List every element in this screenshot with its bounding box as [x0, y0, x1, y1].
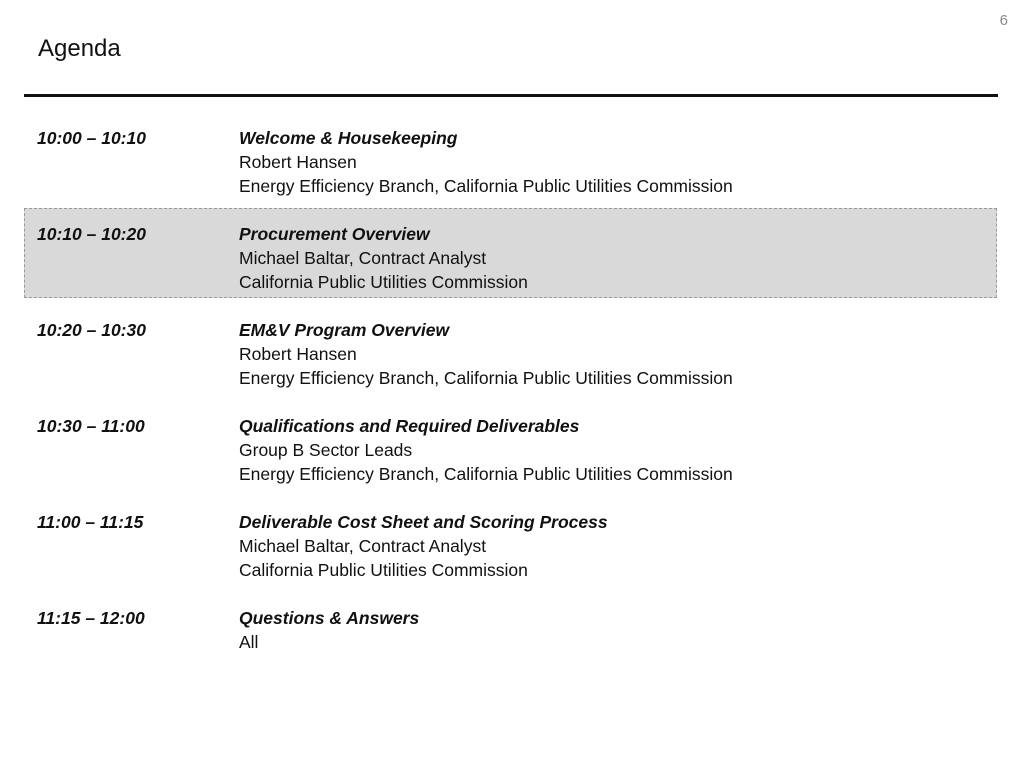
agenda-organization: Energy Efficiency Branch, California Public Utilities Commission	[239, 176, 733, 196]
agenda-item	[0, 414, 1024, 510]
agenda-item	[0, 606, 1024, 702]
agenda-topic: Procurement Overview	[239, 224, 430, 244]
agenda-time: 10:00 – 10:10	[37, 128, 146, 148]
agenda-item	[0, 510, 1024, 606]
agenda-presenter: Michael Baltar, Contract Analyst	[239, 248, 487, 268]
agenda-presenter: Robert Hansen	[239, 152, 357, 172]
agenda-details	[239, 510, 608, 582]
agenda-presenter: Robert Hansen	[239, 344, 357, 364]
page-number: 6	[999, 12, 1008, 29]
agenda-details	[239, 414, 733, 486]
agenda-details	[239, 606, 419, 654]
agenda-topic: Deliverable Cost Sheet and Scoring Process	[239, 512, 608, 532]
agenda-topic: EM&V Program Overview	[239, 320, 450, 340]
page-title: Agenda	[38, 35, 121, 62]
agenda-presenter: Michael Baltar, Contract Analyst	[239, 536, 487, 556]
title-divider	[24, 94, 998, 97]
agenda-time: 11:15 – 12:00	[37, 608, 145, 628]
agenda-details	[239, 222, 528, 294]
agenda-time: 10:20 – 10:30	[37, 320, 146, 340]
agenda-time: 10:30 – 11:00	[37, 416, 145, 436]
agenda-topic: Questions & Answers	[239, 608, 420, 628]
agenda-organization: California Public Utilities Commission	[239, 560, 528, 580]
agenda-organization: California Public Utilities Commission	[239, 272, 528, 292]
agenda-time: 11:00 – 11:15	[37, 512, 144, 532]
agenda-list	[0, 126, 1024, 702]
agenda-item	[0, 318, 1024, 414]
agenda-details	[239, 318, 733, 390]
agenda-presenter: Group B Sector Leads	[239, 440, 413, 460]
agenda-time: 10:10 – 10:20	[37, 224, 146, 244]
agenda-topic: Qualifications and Required Deliverables	[239, 416, 580, 436]
agenda-organization: Energy Efficiency Branch, California Public Utilities Commission	[239, 368, 733, 388]
agenda-organization: Energy Efficiency Branch, California Public Utilities Commission	[239, 464, 733, 484]
agenda-item-highlighted	[0, 222, 1024, 318]
agenda-topic: Welcome & Housekeeping	[239, 128, 458, 148]
agenda-details	[239, 126, 733, 198]
agenda-presenter: All	[239, 632, 259, 652]
